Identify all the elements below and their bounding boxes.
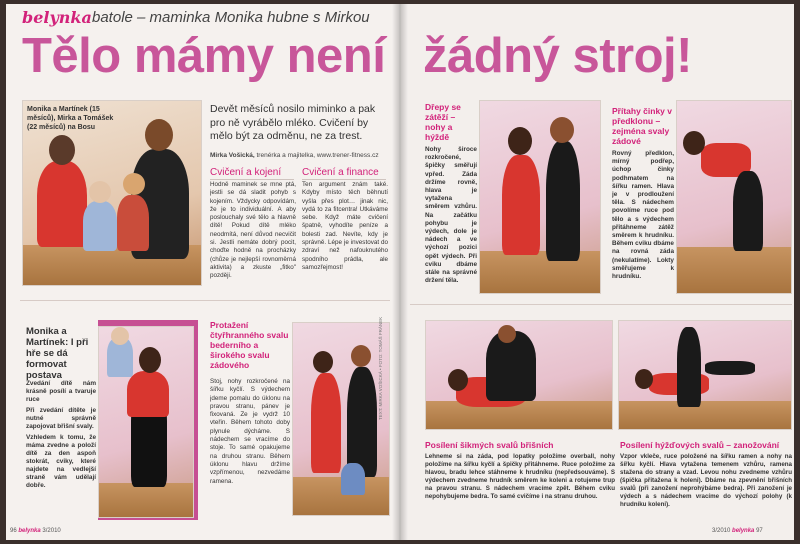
monika-title: Monika a Martínek: I při hře se dá formovat postava (26, 326, 89, 381)
protazeni-text: Stoj, nohy rozkročené na šířku kyčlí. S výdechem jdeme pomalu do úklonu na pravou stranu, pánev je fixovaná. Ze je vydrž 10 vteřin. Během tohoto doby plynule dýcháme. S nádechem se vracíme do stoje. To samé opakujeme na druhou stranu. Během úklonu hlavu držíme vzpřímenou, nezvedáme ramena. (210, 378, 290, 485)
col2-rule (302, 179, 386, 180)
monika-bullets (26, 380, 96, 490)
protazeni-photo (292, 322, 390, 516)
author-name: Mirka Vošická, (210, 152, 255, 159)
left-footer-brand: belynka (18, 528, 41, 534)
brand-logo: belynka (22, 8, 92, 27)
drepy-title: Dřepy se zátěží – nohy a hýždě (425, 102, 461, 142)
left-footer-issue: 3/2010 (42, 528, 61, 534)
drepy-text: Nohy široce rozkročené, špičky směřují vpřed. Záda držíme rovně, hlava je vytažena směrem vzhůru. Na začátku pohybu je výdech, dole je nádech a ve výchozí pozici opět výdech. Při cviku dbáme stále na správné držení těla. (425, 146, 477, 285)
hyzde-text: Vzpor vkleče, ruce položené na šířku ramen a nohy na šířku kyčlí. Hlava vytažena temenem vzhůru, ramena stažena do strany a vzad. Levou nohu zvedneme vzhůru (špička přitažena k holeni). Dbáme na zpevnění břišních svalů (při zanožení neprohýbáme bedra). Při zanožení je výdech a s nádechem vracíme do výchozí polohy (k hrudníku koleni). (620, 453, 792, 508)
monika-bullet-3: Vzhledem k tomu, že máma zvedne a položí dítě za den aspoň stokrát, cviky, které najdete na vedlejší straně vám udělají dobře. (26, 434, 96, 489)
right-footer-issue: 3/2010 (712, 528, 731, 534)
headline-right: žádný stroj! (423, 29, 692, 83)
col1-title: Cvičení a kojení (210, 167, 282, 178)
right-page-number: 97 (756, 528, 763, 534)
right-footer-brand: belynka (732, 528, 755, 534)
page-gutter (392, 4, 408, 540)
col1-text: Hodně maminek se mne ptá, jestli se dá sladit pohyb s kojením. Vždycky odpovídám, že je to individuální. A aby poslouchaly své tělo a hlavně dítě! Pokud dítě mléko neodmítá, není důvod necvičit si. Jestli nemáte dobrý pocit, choďte hodně na procházky (chůze je nejlepší rovnoměrná aktivita) a zkuste „fitko" později. (210, 181, 296, 280)
hyzde-title: Posílení hýžďových svalů – zanožování (620, 440, 780, 450)
intro-text: Devět měsíců nosilo miminko a pak pro ně vyrábělo mléko. Cvičení by mělo být za odměnu, ne za trest. (210, 103, 376, 142)
left-page-number: 96 (10, 528, 17, 534)
col1-rule (210, 179, 294, 180)
pritahy-text: Rovný předklon, mírný podřep, úchop činky podhmatem na šířku ramen. Hlava je v prodloužení těla. S nádechem povolíme ruce pod tělo a s výdechem přitáhneme zátěž směrem k hrudníku. Během cviku dbáme na rovná záda (nekulatíme). Lokty směřujeme k hrudníku. (612, 150, 674, 281)
author-credit (210, 152, 379, 159)
author-role: trenérka a majitelka, www.trener-fitness.cz (256, 152, 379, 159)
hyzde-photo (618, 320, 792, 430)
monika-bullet-2: Při zvedání dítěte je nutné správně zapojovat břišní svaly. (26, 407, 96, 430)
monika-photo (98, 326, 194, 518)
brisni-photo (425, 320, 613, 430)
col2-title: Cvičení a finance (302, 167, 379, 178)
col2-text: Ten argument znám také. Kdyby místo těch běhnutí vyšla přes plot… jinak nic, vydá to za fitcentra! Utkáváme sebe. Když máte cvičení špatně, vyhodíte peníze a bolesti zad. Nevíte, kdy je správně. Lépe je investovat do zdraví než nafouknutého spodního prádla, ale samozřejmost! (302, 181, 388, 271)
footer-left (10, 528, 61, 534)
brisni-text: Lehneme si na záda, pod lopatky položíme overball, nohy položíme na šířku kyčlí a špičky přitáhneme. Ruce položíme za hlavou, bradu lehce stáhneme k hrudníku (nepředsouváme). S výdechem zvedneme hrudník směrem ke koleni a rotujeme trup na pravou stranu. S nádechem vracíme zpět. Během cviku nepohybujeme bedra. To samé cvičíme i na stranu druhou. (425, 453, 615, 500)
family-photo-caption: Monika a Martínek (15 měsíců), Mirka a Tomášek (22 měsíců) na Bosu (27, 106, 114, 131)
brisni-title: Posílení šikmých svalů břišních (425, 440, 554, 450)
headline-left: Tělo mámy není (22, 29, 386, 83)
pritahy-title: Přítahy činky v předklonu – zejména svaly zádové (612, 106, 673, 146)
section-divider (20, 300, 390, 301)
pritahy-photo (676, 100, 792, 294)
protazeni-title: Protažení čtyřhranného svalu bederního a širokého svalu zádového (210, 320, 289, 370)
footer-right (712, 528, 763, 534)
photo-credit: TEXT: MIRKA VOŠICKÁ • FOTO: TOMÁŠ FRÁNEK (378, 316, 383, 420)
monika-bullet-1: Zvedání dítě nám krásně posílí a tvaruje ruce (26, 380, 96, 403)
right-divider (410, 304, 792, 305)
family-photo (22, 100, 202, 286)
kicker-text: batole – maminka Monika hubne s Mirkou (92, 9, 370, 26)
drepy-photo (479, 100, 601, 294)
